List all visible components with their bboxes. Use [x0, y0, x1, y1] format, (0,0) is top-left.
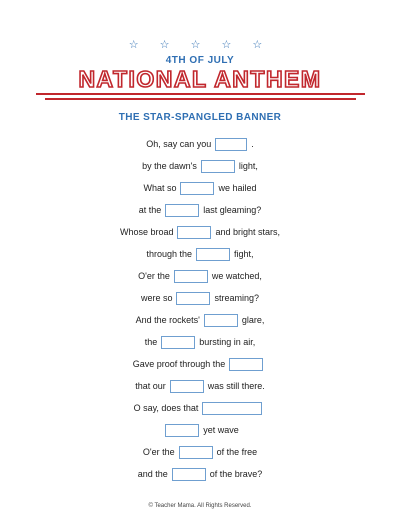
lyric-text-after: and bright stars, — [215, 227, 281, 237]
lyric-line — [0, 136, 400, 152]
lyric-text-after: . — [251, 139, 254, 149]
blank-answer-box[interactable] — [202, 402, 262, 415]
lyric-text-before: Whose broad — [119, 227, 174, 237]
blank-answer-box[interactable] — [170, 380, 204, 393]
lyric-text-after: last gleaming? — [203, 205, 262, 215]
lyric-text-before: Gave proof through the — [132, 359, 226, 369]
blank-answer-box[interactable] — [196, 248, 230, 261]
lyric-text-before: through the — [146, 249, 193, 259]
lyric-line — [0, 202, 400, 218]
lyric-text-after: yet wave — [203, 425, 239, 435]
blank-answer-box[interactable] — [201, 160, 235, 173]
lyric-line — [0, 466, 400, 482]
blank-answer-box[interactable] — [215, 138, 247, 151]
song-title: THE STAR-SPANGLED BANNER — [118, 112, 282, 123]
star-decoration-icons: ☆ ☆ ☆ ☆ ☆ — [128, 39, 272, 51]
lyric-line — [0, 224, 400, 240]
lyric-line — [0, 312, 400, 328]
lyric-text-before: O say, does that — [133, 403, 199, 413]
lyric-text-after: fight, — [234, 249, 254, 259]
blank-answer-box[interactable] — [204, 314, 238, 327]
lyric-text-after: streaming? — [214, 293, 260, 303]
blank-answer-box[interactable] — [180, 182, 214, 195]
lyric-line — [0, 158, 400, 174]
lyric-text-before: were so — [140, 293, 173, 303]
lyric-line — [0, 246, 400, 262]
lyric-line — [0, 444, 400, 460]
lyric-line — [0, 334, 400, 350]
lyric-text-after: was still there. — [207, 381, 265, 391]
blank-answer-box[interactable] — [165, 424, 199, 437]
lyric-text-before: Oh, say can you — [146, 139, 212, 149]
blank-answer-box[interactable] — [172, 468, 206, 481]
divider-line-top — [36, 93, 365, 95]
lyric-text-before: O'er the — [138, 271, 170, 281]
lyric-text-before: O'er the — [142, 447, 175, 457]
lyric-text-after: light, — [238, 161, 258, 171]
lyric-text-after: of the brave? — [209, 469, 263, 479]
lyric-text-after: we watched, — [211, 271, 262, 281]
lyric-text-before: that our — [135, 381, 166, 391]
lyric-line — [0, 290, 400, 306]
lyric-text-before: and the — [137, 469, 168, 479]
copyright-footer: © Teacher Mama. All Rights Reserved. — [148, 503, 252, 509]
lyric-text-before: And the rockets' — [135, 315, 200, 325]
lyric-text-after: glare, — [241, 315, 265, 325]
lyric-text-after: we hailed — [218, 183, 257, 193]
lyric-text-before: the — [144, 337, 158, 347]
blank-answer-box[interactable] — [179, 446, 213, 459]
page-title: NATIONAL ANTHEM — [78, 66, 322, 92]
lyric-text-before: by the dawn's — [142, 161, 197, 171]
lyric-text-after: of the free — [216, 447, 258, 457]
blank-answer-box[interactable] — [174, 270, 208, 283]
lyric-line — [0, 356, 400, 372]
blank-answer-box[interactable] — [176, 292, 210, 305]
lyric-text-before: What so — [143, 183, 177, 193]
lyric-line — [0, 268, 400, 284]
blank-answer-box[interactable] — [177, 226, 211, 239]
lyric-text-after: bursting in air, — [199, 337, 256, 347]
lyric-line — [0, 378, 400, 394]
lyric-line — [0, 422, 400, 438]
blank-answer-box[interactable] — [229, 358, 263, 371]
blank-answer-box[interactable] — [165, 204, 199, 217]
lyric-line — [0, 180, 400, 196]
lyric-line — [0, 400, 400, 416]
blank-answer-box[interactable] — [161, 336, 195, 349]
lyric-text-before: at the — [138, 205, 162, 215]
divider-line-bottom — [45, 98, 356, 100]
subtitle: 4TH OF JULY — [165, 55, 235, 66]
